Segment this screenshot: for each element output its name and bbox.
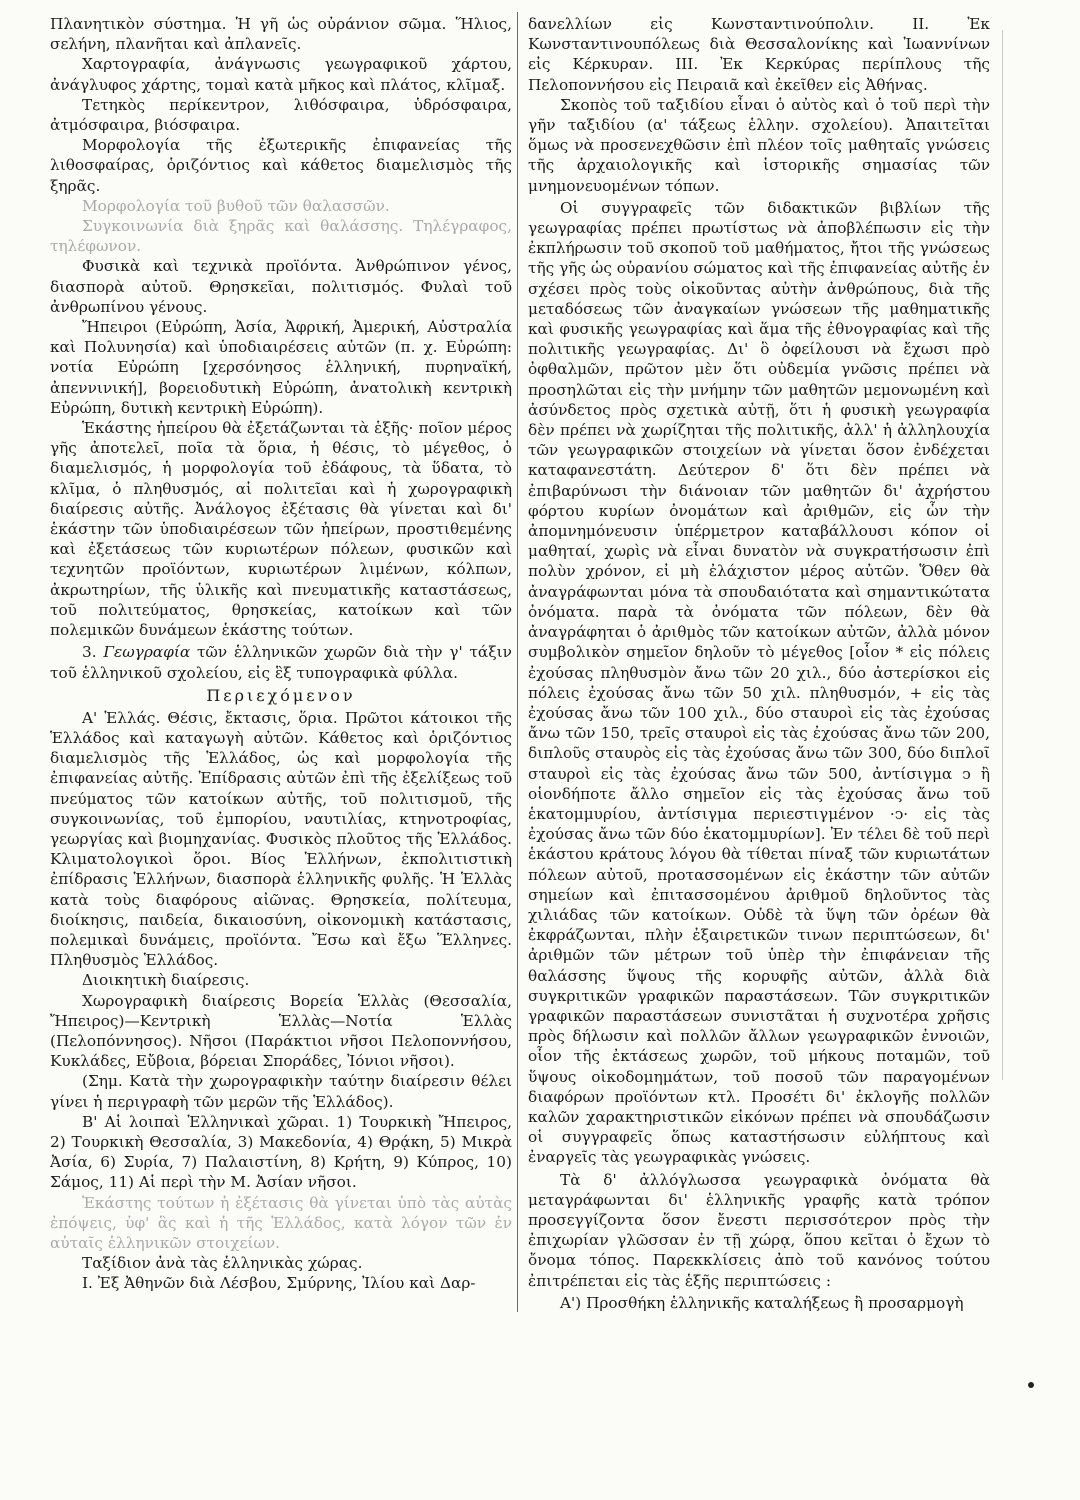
paragraph: Τὰ δ' ἀλλόγλωσσα γεωγραφικὰ ὀνόματα θὰ μεταγράφωνται δι' ἑλληνικῆς γραφῆς κατὰ τρόπον προσεγγίζοντα ὅσον ἔνεστι περισσότερον πρὸς τὴν ἐπιχωρίαν γλῶσσαν ἐν τῇ χώρᾳ, ὅπου κεῖται ὁ ἔχων τὸ ὄνομα τόπος. Παρεκκλίσεις ἀπὸ τοῦ κανόνος τούτου ἐπιτρέπεται εἰς τὰς ἑξῆς περιπτώσεις : xyxy=(528,1170,990,1290)
paragraph: Μορφολογία τῆς ἐξωτερικῆς ἐπιφανείας τῆς λιθοσφαίρας, ὁριζόντιος καὶ κάθετος διαμελισμὸς τῆς ξηρᾶς. xyxy=(50,136,512,195)
paragraph: Α' Ἑλλάς. Θέσις, ἔκτασις, ὅρια. Πρῶτοι κάτοικοι τῆς Ἑλλάδος καὶ καταγωγὴ αὐτῶν. Κάθετος καὶ ὁριζόντιος διαμελισμὸς τῆς Ἑλλάδος, ὡς καὶ μορφολογία τῆς ἐπιφανείας αὐτῆς. Ἐπίδρασις αὐτῶν ἐπὶ τῆς ἐξελίξεως τοῦ πνεύματος τῶν κατοίκων αὐτῆς, τοῦ πολιτισμοῦ, τῆς συγκοινωνίας, τοῦ ἐμπορίου, ναυτιλίας, κτηνοτροφίας, γεωργίας καὶ βιομηχανίας. Φυσικὸς πλοῦτος τῆς Ἑλλάδος. Κλιματολογικοὶ ὅροι. Βίος Ἑλλήνων, ἐκπολιτιστικὴ ἐπίδρασις Ἑλλήνων, διασπορὰ ἑλληνικῆς φυλῆς. Ἡ Ἑλλὰς κατὰ τοὺς διαφόρους αἰῶνας. Θρησκεία, πολίτευμα, διοίκησις, παιδεία, δικαιοσύνη, οἰκονομικὴ κατάστασις, πολεμικαὶ δυνάμεις, προϊόντα. Ἔσω καὶ ἔξω Ἕλληνες. Πληθυσμὸς Ἑλλάδος. xyxy=(50,708,512,970)
paragraph: Ταξίδιον ἀνὰ τὰς ἑλληνικὰς χώρας. xyxy=(82,1254,363,1273)
paragraph: δανελλίων εἰς Κωνσταντινούπολιν. ΙΙ. Ἐκ Κωνσταντινουπόλεως διὰ Θεσσαλονίκης καὶ Ἰωαννίνων εἰς Κέρκυραν. ΙΙΙ. Ἐκ Κερκύρας περίπλους τῆς Πελοποννήσου εἰς Πειραιᾶ καὶ ἐκεῖθεν εἰς Ἀθήνας. xyxy=(528,15,990,94)
left-column xyxy=(50,14,512,1294)
section-3-number: 3. xyxy=(82,643,97,662)
paragraph: Ἑκάστης τούτων ἡ ἐξέτασις θὰ γίνεται ὑπὸ τὰς αὐτὰς ἐπόψεις, ὑφ' ἃς καὶ ἡ τῆς Ἑλλάδος, κατὰ λόγον τῶν ἐν αὐταῖς ἑλληνικῶν στοιχείων. xyxy=(50,1193,512,1252)
scan-speck xyxy=(1028,1382,1034,1388)
paragraph: Πλανητικὸν σύστημα. Ἡ γῆ ὡς οὐράνιον σῶμα. Ἥλιος, σελήνη, πλανῆται καὶ ἀπλανεῖς. xyxy=(50,15,512,54)
paragraph: Ι. Ἐξ Ἀθηνῶν διὰ Λέσβου, Σμύρνης, Ἰλίου καὶ Δαρ- xyxy=(82,1274,476,1293)
paragraph: Μορφολογία τοῦ βυθοῦ τῶν θαλασσῶν. xyxy=(82,196,390,215)
page-edge-line xyxy=(1002,30,1003,1080)
column-divider xyxy=(517,12,518,1312)
paragraph: Ἑκάστης ἠπείρου θὰ ἐξετάζωνται τὰ ἑξῆς· ποῖον μέρος γῆς ἀποτελεῖ, ποῖα τὰ ὅρια, ἡ θέσις, τὸ μέγεθος, ὁ διαμελισμός, ἡ μορφολογία τοῦ ἐδάφους, τὰ ὕδατα, τὸ κλῖμα, ὁ πληθυσμός, αἱ πολιτεῖαι καὶ ἡ χωρογραφικὴ διαίρεσις αὐτῆς. Ἀνάλογος ἐξέτασις θὰ γίνεται καὶ δι' ἑκάστην τῶν ὑποδιαιρέσεων τῶν ἠπείρων, προστιθεμένης καὶ ἐξετάσεως τῶν κυριωτέρων πόλεων, φυσικῶν καὶ τεχνητῶν προϊόντων, κυριωτέρων λιμένων, κόλπων, ἀκρωτηρίων, τῆς ὑλικῆς καὶ πνευματικῆς καταστάσεως, τοῦ πολιτεύματος, θρησκείας, κατοίκων καὶ τῶν πολεμικῶν δυνάμεων ἑκάστης τούτων. xyxy=(50,419,512,640)
section-3-text: τῶν ἑλληνικῶν χωρῶν διὰ τὴν γ' τάξιν τοῦ ἑλληνικοῦ σχολείου, εἰς ἓξ τυπογραφικὰ φύλλα. xyxy=(50,643,512,682)
paragraph: Β' Αἱ λοιπαὶ Ἑλληνικαὶ χῶραι. 1) Τουρκικὴ Ἤπειρος, 2) Τουρκικὴ Θεσσαλία, 3) Μακεδονία, 4) Θρᾴκη, 5) Μικρὰ Ἀσία, 6) Συρία, 7) Παλαιστίνη, 8) Κρήτη, 9) Κύπρος, 10) Σάμος, 11) Αἱ περὶ τὴν Μ. Ἀσίαν νῆσοι. xyxy=(50,1112,512,1192)
contents-heading: Περιεχόμενον xyxy=(206,685,356,705)
paragraph: Οἱ συγγραφεῖς τῶν διδακτικῶν βιβλίων τῆς γεωγραφίας πρέπει πρωτίστως νὰ ἀποβλέπωσιν εἰς τὴν ἐκπλήρωσιν τοῦ σκοποῦ τοῦ μαθήματος, ἤτοι τῆς γνώσεως τῆς γῆς ὡς οὐρανίου σώματος καὶ τῆς ἐπιφανείας αὐτῆς ἐν σχέσει πρὸς τοὺς οἰκοῦντας αὐτὴν ἀνθρώπους, διὰ τῆς μεταδόσεως τῶν ἀναγκαίων γνώσεων τῆς μαθηματικῆς καὶ φυσικῆς γεωγραφίας καὶ ἅμα τῆς ἐθνογραφίας καὶ τῆς πολιτικῆς γεωγραφίας. Δι' ὃ ὀφείλουσι νὰ ἔχωσι πρὸ ὀφθαλμῶν, πρῶτον μὲν ὅτι οὐδεμία γνῶσις πρέπει νὰ προσηλῶται εἰς τὴν μνήμην τῶν μαθητῶν μεμονωμένη καὶ ἀσύνδετος πρὸς σχετικὰ αὐτῇ, ὅτι ἡ φυσικὴ γεωγραφία δὲν πρέπει νὰ χωρίζηται τῆς πολιτικῆς, ἀλλ' ἡ ἀλληλουχία τῶν γεωγραφικῶν στοιχείων νὰ γίνεται ὅσον ἐνδέχεται καταφανεστάτη. Δεύτερον δ' ὅτι δὲν πρέπει νὰ ἐπιβαρύνωσι τὴν διάνοιαν τῶν μαθητῶν δι' ἀχρήστου φόρτου κυρίων ὀνομάτων καὶ ἀριθμῶν, εἰς ὧν τὴν ἀπομνημόνευσιν ὑπέρμετρον καταβάλλουσι κόπον οἱ μαθηταί, χωρὶς νὰ εἶναι δυνατὸν νὰ συγκρατήσωσιν ἐπὶ πολὺν χρόνον, εἰ μὴ ἐλάχιστον μέρος αὐτῶν. Ὅθεν θὰ ἀναγράφωνται μόνα τὰ σπουδαιότατα καὶ σημαντικώτατα ὀνόματα. παρὰ τὰ ὀνόματα τῶν πόλεων, δὲν θὰ ἀναγράφηται ὁ ἀριθμὸς τῶν κατοίκων αὐτῶν, ἀλλὰ μόνον συμβολικὸν σημεῖον δηλοῦν τὸ μέγεθος [οἷον * εἰς πόλεις ἐχούσας πληθυσμὸν ἄνω τῶν 20 χιλ., δύο ἀστερίσκοι εἰς πόλεις ἐχούσας ἄνω τῶν 50 χιλ. πληθυσμόν, + εἰς τὰς ἐχούσας ἄνω τῶν 100 χιλ., δύο σταυροὶ εἰς τὰς ἐχούσας ἄνω τῶν 150, τρεῖς σταυροὶ εἰς τὰς ἐχούσας ἄνω τῶν 200, διπλοῦς σταυρὸς εἰς τὰς ἐχούσας ἄνω τῶν 300, δύο διπλοῖ σταυροὶ εἰς τὰς ἐχούσας ἄνω τῶν 500, ἀντίσιγμα ↄ ἢ οἱονδήποτε ἄλλο σημεῖον εἰς τὰς ἐχούσας ἄνω τοῦ ἑκατομμυρίου, ἀντίσιγμα περιεστιγμένον ·ↄ· εἰς τὰς ἐχούσας ἄνω τῶν δύο ἑκατομμυρίων]. Ἐν τέλει δὲ τοῦ περὶ ἑκάστου κράτους λόγου θὰ τίθεται πίναξ τῶν κυριωτάτων πόλεων αὐτοῦ, προτασσομένων εἰς ἑκάστην τῶν αὐτῶν σημείων καὶ ἐπιτασσομένου ἀριθμοῦ δηλοῦντος τὰς χιλιάδας τῶν κατοίκων. Οὐδὲ τὰ ὕψη τῶν ὀρέων θὰ ἐκφράζωνται, πλὴν ἐξαιρετικῶν τινων περιπτώσεων, δι' ἀριθμῶν τῶν μέτρων τοῦ ὑπὲρ τὴν ἐπιφάνειαν τῆς θαλάσσης ὕψους τῆς κορυφῆς αὐτῶν, ἀλλὰ διὰ συγκριτικῶν γραφικῶν παραστάσεων. Τῶν συγκριτικῶν γραφικῶν παραστάσεων συνιστᾶται ἡ συχνοτέρα χρῆσις πρὸς δήλωσιν καὶ πολλῶν ἄλλων γεωγραφικῶν ἐννοιῶν, οἷον τῆς ἐκτάσεως χωρῶν, τοῦ μήκους ποταμῶν, τοῦ ὕψους οἰκοδομημάτων, τοῦ ποσοῦ τῶν παραγομένων διαφόρων προϊόντων κτλ. Προσέτι δι' ἐκλογῆς πολλῶν καλῶν χαρακτηριστικῶν εἰκόνων πρέπει νὰ σπουδάζωσιν οἱ συγγραφεῖς ὅπως καταστήσωσιν εὐλήπτους καὶ ἐναργεῖς τὰς γεωγραφικὰς γνώσεις. xyxy=(528,198,990,1167)
paragraph: Διοικητικὴ διαίρεσις. xyxy=(82,971,250,990)
paragraph: Α') Προσθήκη ἑλληνικῆς καταλήξεως ἢ προσαρμογὴ xyxy=(560,1293,964,1312)
section-3-paragraph xyxy=(50,642,512,682)
right-column xyxy=(528,14,990,1313)
paragraph: Φυσικὰ καὶ τεχνικὰ προϊόντα. Ἀνθρώπινον γένος, διασπορὰ αὐτοῦ. Θρησκεῖαι, πολιτισμός. Φυλαὶ τοῦ ἀνθρωπίνου γένους. xyxy=(50,257,512,316)
paragraph: Ἤπειροι (Εὐρώπη, Ἀσία, Ἀφρική, Ἀμερική, Αὐστραλία καὶ Πολυνησία) καὶ ὑποδιαιρέσεις αὐτῶν (π. χ. Εὐρώπη: νοτία Εὐρώπη [χερσόνησος ἑλληνική, πυρηναϊκή, ἀπεννινική], βορειοδυτικὴ Εὐρώπη, ἀνατολικὴ κεντρικὴ Εὐρώπη, δυτικὴ κεντρικὴ Εὐρώπη). xyxy=(50,318,512,417)
paragraph: (Σημ. Κατὰ τὴν χωρογραφικὴν ταύτην διαίρεσιν θέλει γίνει ἡ περιγραφὴ τῶν μερῶν τῆς Ἑλλάδος). xyxy=(50,1072,512,1111)
paragraph: Τετηκὸς περίκεντρον, λιθόσφαιρα, ὑδρόσφαιρα, ἀτμόσφαιρα, βιόσφαιρα. xyxy=(50,95,512,135)
paragraph: Χωρογραφικὴ διαίρεσις Βορεία Ἑλλὰς (Θεσσαλία, Ἤπειρος)—Κεντρικὴ Ἑλλὰς—Νοτία Ἑλλὰς (Πελοπόννησος). Νῆσοι (Παράκτιοι νῆσοι Πελοποννήσου, Κυκλάδες, Εὔβοια, βόρειαι Σποράδες, Ἰόνιοι νῆσοι). xyxy=(50,991,512,1071)
section-3-italic: Γεωγραφία xyxy=(103,643,191,662)
paragraph: Σκοπὸς τοῦ ταξιδίου εἶναι ὁ αὐτὸς καὶ ὁ τοῦ περὶ τὴν γῆν ταξιδίου (α' τάξεως ἑλλην. σχολείου). Ἀπαιτεῖται ὅμως νὰ προσενεχθῶσιν ἐπὶ πλέον τοῖς μαθηταῖς γνώσεις τῆς ἀρχαιολογικῆς καὶ ἱστορικῆς σημασίας τῶν μνημονευομένων τόπων. xyxy=(528,95,990,195)
paragraph: Συγκοινωνία διὰ ξηρᾶς καὶ θαλάσσης. Τηλέγραφος, τηλέφωνον. xyxy=(50,217,512,256)
paragraph: Χαρτογραφία, ἀνάγνωσις γεωγραφικοῦ χάρτου, ἀνάγλυφος χάρτης, τομαὶ κατὰ μῆκος καὶ πλάτος, κλῖμαξ. xyxy=(50,55,512,94)
